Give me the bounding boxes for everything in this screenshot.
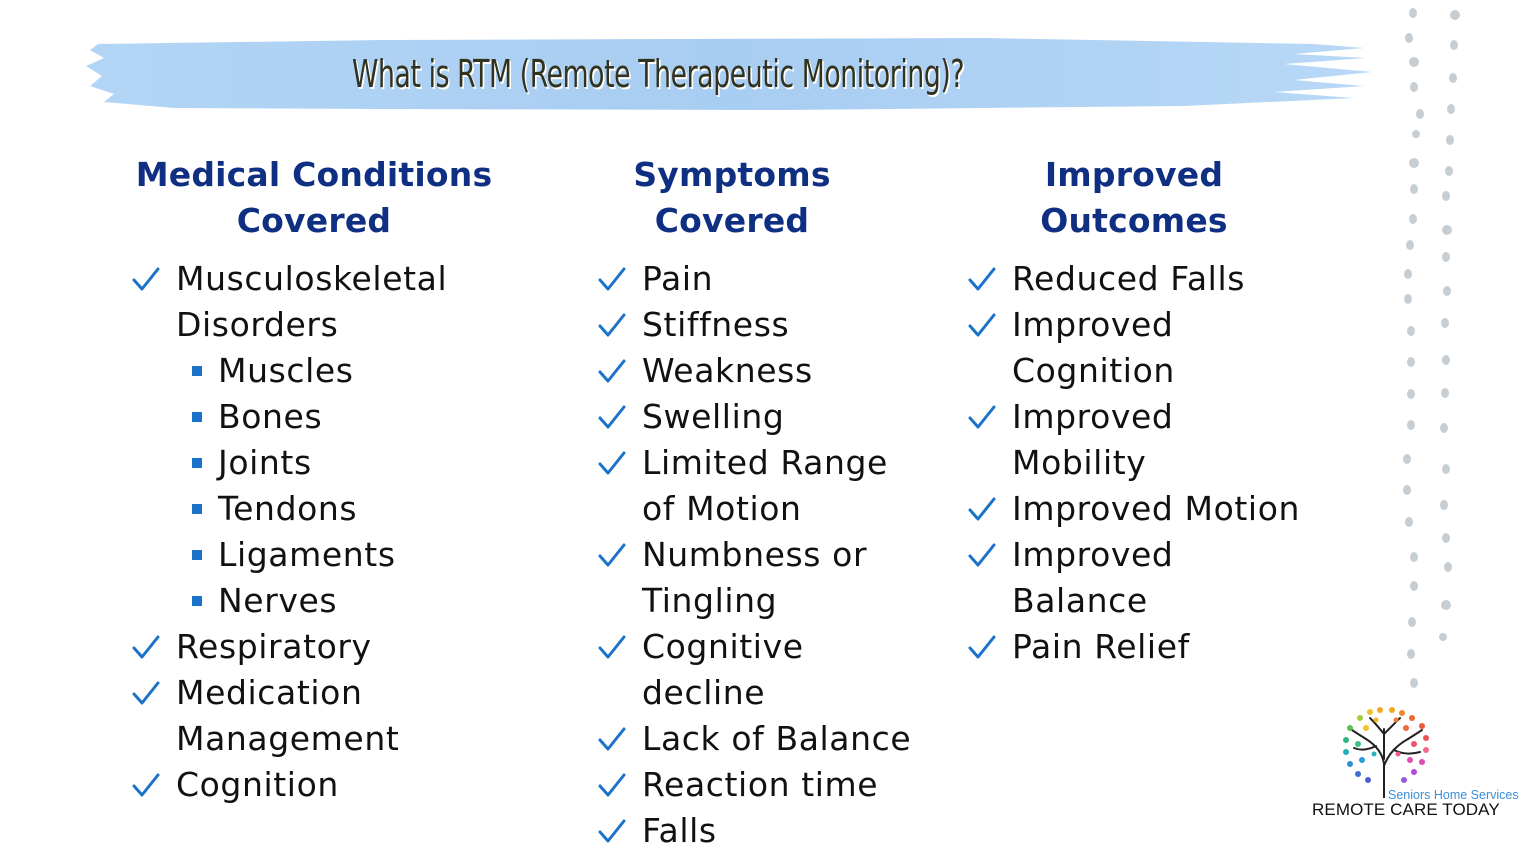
list-item-label: Musculoskeletal Disorders — [176, 259, 448, 344]
decorative-dots — [1396, 0, 1466, 700]
sub-list-item-label: Joints — [218, 443, 312, 482]
checkmark-icon — [968, 542, 996, 568]
list-item-label: Reaction time — [642, 765, 879, 804]
list-item — [596, 762, 926, 808]
heading-line: Outcomes — [1040, 201, 1228, 240]
condition-list — [130, 256, 500, 348]
column-heading — [130, 152, 498, 244]
checkmark-icon — [132, 634, 160, 660]
checkmark-icon — [598, 450, 626, 476]
heading-line: Symptoms — [633, 155, 831, 194]
checkmark-icon — [132, 772, 160, 798]
logo-name: REMOTE CARE TODAY — [1312, 800, 1500, 819]
list-item-label: Numbness or Tingling — [642, 535, 868, 620]
list-item-label: Reduced Falls — [1012, 259, 1245, 298]
list-item — [596, 532, 886, 624]
checkmark-icon — [132, 680, 160, 706]
list-item — [596, 302, 926, 348]
list-item — [130, 256, 470, 348]
list-item-label: Weakness — [642, 351, 813, 390]
list-item-label: Swelling — [642, 397, 785, 436]
symptom-list — [596, 256, 926, 854]
column-heading — [966, 152, 1302, 244]
list-item — [966, 532, 1226, 624]
list-item-label: Lack of Balance — [642, 719, 912, 758]
square-bullet-icon — [192, 366, 202, 376]
list-item — [966, 302, 1226, 394]
checkmark-icon — [598, 772, 626, 798]
square-bullet-icon — [192, 504, 202, 514]
heading-line: Improved — [1044, 155, 1224, 194]
sub-list-item — [130, 394, 500, 440]
checkmark-icon — [968, 312, 996, 338]
list-item-label: Falls — [642, 811, 717, 850]
list-item-label: Pain Relief — [1012, 627, 1190, 666]
sub-list-item — [130, 578, 500, 624]
list-item-label: Cognition — [176, 765, 339, 804]
column-symptoms — [596, 152, 926, 854]
list-item — [596, 440, 896, 532]
sub-list-item — [130, 440, 500, 486]
checkmark-icon — [598, 818, 626, 844]
checkmark-icon — [598, 542, 626, 568]
checkmark-icon — [598, 726, 626, 752]
column-medical-conditions — [130, 152, 500, 808]
list-item — [130, 762, 500, 808]
list-item-label: Limited Range of Motion — [642, 443, 888, 528]
list-item — [596, 348, 926, 394]
checkmark-icon — [598, 404, 626, 430]
checkmark-icon — [968, 404, 996, 430]
list-item-label: Improved Balance — [1012, 535, 1174, 620]
list-item — [966, 256, 1326, 302]
list-item — [596, 624, 856, 716]
column-heading — [596, 152, 868, 244]
checkmark-icon — [968, 266, 996, 292]
logo-tagline: Seniors Home Services — [1388, 788, 1519, 802]
heading-line: Covered — [654, 201, 810, 240]
list-item-label: Respiratory — [176, 627, 372, 666]
list-item — [596, 716, 926, 762]
sub-list-item — [130, 348, 500, 394]
list-item-label: Stiffness — [642, 305, 790, 344]
list-item-label: Cognitive decline — [642, 627, 804, 712]
list-item-label: Medication Management — [176, 673, 400, 758]
list-item-label: Pain — [642, 259, 714, 298]
heading-line: Medical Conditions — [135, 155, 493, 194]
square-bullet-icon — [192, 596, 202, 606]
square-bullet-icon — [192, 550, 202, 560]
checkmark-icon — [598, 312, 626, 338]
sub-list-item — [130, 486, 500, 532]
checkmark-icon — [968, 496, 996, 522]
list-item-label: Improved Motion — [1012, 489, 1301, 528]
list-item — [966, 486, 1346, 532]
checkmark-icon — [598, 266, 626, 292]
outcome-list — [966, 256, 1326, 670]
heading-line: Covered — [236, 201, 392, 240]
sub-list-item-label: Nerves — [218, 581, 338, 620]
checkmark-icon — [598, 634, 626, 660]
checkmark-icon — [968, 634, 996, 660]
list-item — [130, 624, 500, 670]
list-item-label: Improved Mobility — [1012, 397, 1174, 482]
sub-list-item-label: Tendons — [218, 489, 358, 528]
list-item — [596, 256, 926, 302]
slide-title: What is RTM (Remote Therapeutic Monitoring)? — [352, 52, 965, 96]
condition-list-continued — [130, 624, 500, 808]
list-item — [130, 670, 430, 762]
square-bullet-icon — [192, 458, 202, 468]
sub-list-item-label: Muscles — [218, 351, 354, 390]
list-item — [596, 808, 926, 854]
heart-tree-icon — [1336, 704, 1436, 798]
sub-list — [130, 348, 500, 624]
column-improved-outcomes — [966, 152, 1326, 670]
list-item — [596, 394, 926, 440]
checkmark-icon — [598, 358, 626, 384]
sub-list-item — [130, 532, 500, 578]
sub-list-item-label: Bones — [218, 397, 323, 436]
checkmark-icon — [132, 266, 160, 292]
list-item — [966, 624, 1326, 670]
sub-list-item-label: Ligaments — [218, 535, 396, 574]
list-item-label: Improved Cognition — [1012, 305, 1175, 390]
list-item — [966, 394, 1226, 486]
square-bullet-icon — [192, 412, 202, 422]
remote-care-today-logo — [1306, 704, 1526, 824]
